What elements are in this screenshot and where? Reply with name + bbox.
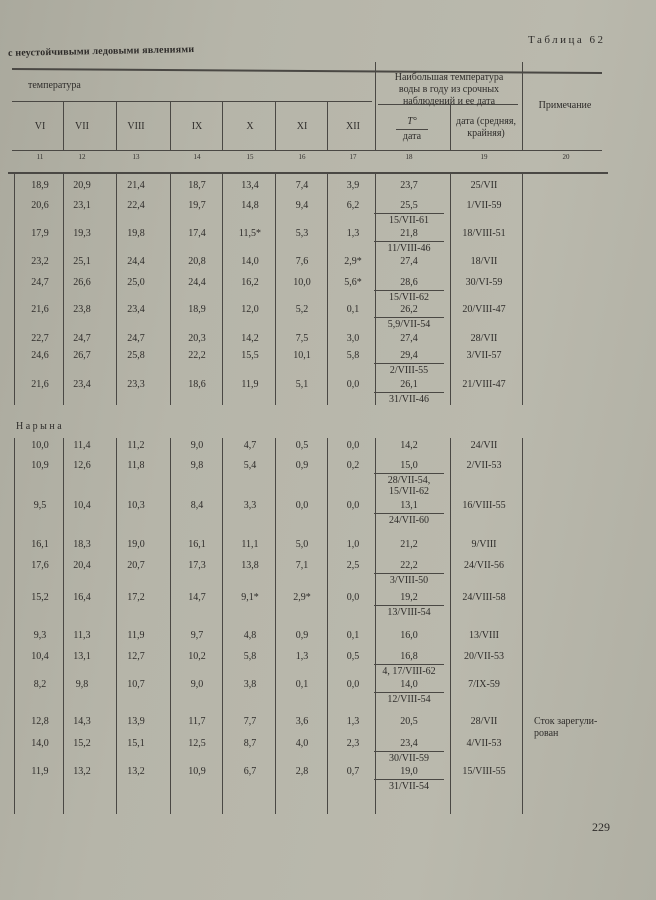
- cell-ix: 16,1: [188, 539, 206, 550]
- cell-viii: 10,3: [127, 500, 145, 511]
- cell-x: 13,8: [241, 560, 259, 571]
- cell-vi: 9,5: [33, 500, 47, 511]
- cell-vii: 26,7: [73, 350, 91, 361]
- cell-xi: 5,1: [295, 379, 309, 390]
- fraction-bar: [374, 513, 444, 514]
- cell-vi: 21,6: [31, 304, 49, 315]
- fraction-bar: [374, 573, 444, 574]
- max-temp-value: 19,0: [400, 766, 418, 777]
- cell-xii: 0,0: [346, 500, 360, 511]
- date-value: 18/VII: [470, 256, 498, 267]
- cell-vii: 18,3: [73, 539, 91, 550]
- cell-xi: 0,9: [295, 630, 309, 641]
- section-title: Нарына: [16, 421, 65, 432]
- max-temp-date: 13/VIII-54: [387, 607, 431, 618]
- cell-x: 15,5: [241, 350, 259, 361]
- cell-vi: 10,0: [31, 440, 49, 451]
- cell-ix: 12,5: [188, 738, 206, 749]
- cell-viii: 12,7: [127, 651, 145, 662]
- cell-viii: 23,3: [127, 379, 145, 390]
- max-temp-date: 24/VII-60: [389, 515, 429, 526]
- cell-xi: 10,0: [293, 277, 311, 288]
- cell-vi: 17,9: [31, 228, 49, 239]
- max-temp-date: 15/VII-61: [389, 215, 429, 226]
- max-temp-date: 30/VII-59: [389, 753, 429, 764]
- cell-viii: 22,4: [127, 200, 145, 211]
- max-temp-value: 26,2: [400, 304, 418, 315]
- max-temp-date: 2/VIII-55: [389, 365, 429, 376]
- max-temp-value: 14,0: [400, 679, 418, 690]
- max-temp-value: 23,7: [400, 180, 418, 191]
- fraction-bar: [374, 241, 444, 242]
- t-date-header: [384, 116, 440, 143]
- month-header-ix: IX: [191, 121, 203, 132]
- max-temp-date: 15/VII-62: [389, 292, 429, 303]
- max-temp-value: 21,2: [400, 539, 418, 550]
- cell-xii: 6,2: [346, 200, 360, 211]
- column-number: 11: [36, 153, 44, 161]
- cell-viii: 17,2: [127, 592, 145, 603]
- cell-xii: 2,5: [346, 560, 360, 571]
- date-header-line: дата (средняя,: [456, 116, 516, 127]
- column-number: 19: [480, 153, 488, 161]
- max-temp-value: 16,8: [400, 651, 418, 662]
- cell-xii: 0,1: [346, 630, 360, 641]
- cell-ix: 8,4: [190, 500, 204, 511]
- column-number: 16: [298, 153, 306, 161]
- cell-viii: 10,7: [127, 679, 145, 690]
- date-value: 28/VII: [470, 716, 498, 727]
- column-rule: [522, 438, 523, 814]
- cell-xi: 4,0: [295, 738, 309, 749]
- cell-viii: 21,4: [127, 180, 145, 191]
- cell-ix: 9,0: [190, 440, 204, 451]
- cell-vi: 20,6: [31, 200, 49, 211]
- max-temp-value: 26,1: [400, 379, 418, 390]
- month-header-vi: VI: [34, 121, 46, 132]
- cell-x: 4,7: [243, 440, 257, 451]
- date-value: 20/VII-53: [464, 651, 504, 662]
- cell-ix: 17,4: [188, 228, 206, 239]
- cell-x: 11,9: [241, 379, 259, 390]
- cell-x: 4,8: [243, 630, 257, 641]
- max-temp-header-line: воды в году из срочных: [398, 84, 500, 95]
- cell-vi: 17,6: [31, 560, 49, 571]
- cell-vi: 14,0: [31, 738, 49, 749]
- cell-vii: 20,4: [73, 560, 91, 571]
- cell-x: 5,8: [243, 651, 257, 662]
- cell-xii: 0,5: [346, 651, 360, 662]
- max-temp-date: 11/VIII-46: [387, 243, 431, 254]
- cell-vii: 25,1: [73, 256, 91, 267]
- month-header-x: X: [246, 121, 254, 132]
- max-temp-date: 28/VII-54, 15/VII-62: [387, 475, 431, 497]
- max-temp-value: 29,4: [400, 350, 418, 361]
- column-rule: [450, 438, 451, 814]
- max-temp-value: 23,4: [400, 738, 418, 749]
- cell-ix: 19,7: [188, 200, 206, 211]
- max-temp-value: 15,0: [400, 460, 418, 471]
- cell-x: 6,7: [243, 766, 257, 777]
- max-temp-date: 12/VIII-54: [387, 694, 431, 705]
- cell-ix: 9,8: [190, 460, 204, 471]
- cell-viii: 13,2: [127, 766, 145, 777]
- cell-xii: 0,0: [346, 592, 360, 603]
- cell-vii: 23,1: [73, 200, 91, 211]
- note-value: Сток зарегули-рован: [534, 716, 598, 739]
- column-rule: [116, 438, 117, 814]
- month-header-viii: VIII: [127, 121, 145, 132]
- cell-xi: 0,9: [295, 460, 309, 471]
- max-temp-value: 19,2: [400, 592, 418, 603]
- cell-vi: 21,6: [31, 379, 49, 390]
- cell-xii: 0,1: [346, 304, 360, 315]
- cell-vii: 9,8: [75, 679, 89, 690]
- cell-vi: 10,4: [31, 651, 49, 662]
- cell-xi: 0,1: [295, 679, 309, 690]
- fraction-bar: [374, 363, 444, 364]
- cell-viii: 11,2: [127, 440, 145, 451]
- cell-ix: 9,0: [190, 679, 204, 690]
- cell-vi: 15,2: [31, 592, 49, 603]
- cell-viii: 24,4: [127, 256, 145, 267]
- cell-ix: 22,2: [188, 350, 206, 361]
- max-temp-date: 31/VII-46: [389, 394, 429, 405]
- cell-ix: 20,3: [188, 333, 206, 344]
- fraction-bar: [374, 605, 444, 606]
- date-value: 3/VII-57: [466, 350, 502, 361]
- cell-x: 14,8: [241, 200, 259, 211]
- cell-xi: 2,8: [295, 766, 309, 777]
- cell-x: 14,2: [241, 333, 259, 344]
- date-value: 7/IX-59: [468, 679, 500, 690]
- cell-viii: 20,7: [127, 560, 145, 571]
- date-value: 30/VI-59: [465, 277, 503, 288]
- cell-xi: 9,4: [295, 200, 309, 211]
- date-value: 16/VIII-55: [462, 500, 506, 511]
- max-temp-date: 5,9/VII-54: [387, 319, 431, 330]
- cell-viii: 24,7: [127, 333, 145, 344]
- column-rule: [275, 438, 276, 814]
- date-value: 21/VIII-47: [462, 379, 506, 390]
- cell-xii: 0,0: [346, 379, 360, 390]
- max-temp-value: 14,2: [400, 440, 418, 451]
- date-value: 9/VIII: [471, 539, 497, 550]
- cell-xi: 7,5: [295, 333, 309, 344]
- cell-ix: 14,7: [188, 592, 206, 603]
- date-value: 28/VII: [470, 333, 498, 344]
- fraction-bar: [374, 692, 444, 693]
- cell-vi: 11,9: [31, 766, 49, 777]
- cell-ix: 18,7: [188, 180, 206, 191]
- date-value: 24/VII: [470, 440, 498, 451]
- cell-xii: 1,0: [346, 539, 360, 550]
- cell-viii: 11,8: [127, 460, 145, 471]
- cell-x: 12,0: [241, 304, 259, 315]
- cell-viii: 23,4: [127, 304, 145, 315]
- cell-ix: 20,8: [188, 256, 206, 267]
- cell-vii: 13,2: [73, 766, 91, 777]
- column-rule: [522, 173, 523, 405]
- date-value: 25/VII: [470, 180, 498, 191]
- column-number: 15: [246, 153, 254, 161]
- cell-vi: 18,9: [31, 180, 49, 191]
- cell-vi: 22,7: [31, 333, 49, 344]
- header-column-rule: [375, 62, 376, 150]
- date-value: 24/VIII-58: [462, 592, 506, 603]
- fraction-bar: [374, 392, 444, 393]
- cell-vi: 24,7: [31, 277, 49, 288]
- cell-x: 11,1: [241, 539, 259, 550]
- header-thick-rule: [8, 172, 608, 174]
- cell-x: 13,4: [241, 180, 259, 191]
- column-number: 13: [132, 153, 140, 161]
- cell-ix: 18,9: [188, 304, 206, 315]
- cell-vii: 23,4: [73, 379, 91, 390]
- column-rule: [63, 438, 64, 814]
- cell-viii: 13,9: [127, 716, 145, 727]
- cell-ix: 9,7: [190, 630, 204, 641]
- max-temp-header-line: Наибольшая температура: [394, 72, 504, 83]
- table-caption: с неустойчивыми ледовыми явлениями: [7, 44, 195, 59]
- cell-viii: 25,0: [127, 277, 145, 288]
- max-temp-value: 20,5: [400, 716, 418, 727]
- cell-xii: 0,7: [346, 766, 360, 777]
- fraction-bar: [374, 664, 444, 665]
- cell-xi: 2,9*: [293, 592, 311, 603]
- date-header-line: крайняя): [467, 128, 505, 139]
- cell-xii: 1,3: [346, 716, 360, 727]
- cell-viii: 19,8: [127, 228, 145, 239]
- cell-xi: 5,3: [295, 228, 309, 239]
- cell-x: 3,3: [243, 500, 257, 511]
- date-value: 20/VIII-47: [462, 304, 506, 315]
- max-temp-date: 3/VIII-50: [389, 575, 429, 586]
- header-column-rule: [522, 62, 523, 150]
- column-rule: [327, 438, 328, 814]
- cell-vii: 12,6: [73, 460, 91, 471]
- cell-vi: 12,8: [31, 716, 49, 727]
- column-number: 14: [193, 153, 201, 161]
- max-temp-value: 27,4: [400, 333, 418, 344]
- max-temp-value: 27,4: [400, 256, 418, 267]
- cell-vii: 14,3: [73, 716, 91, 727]
- max-temp-value: 13,1: [400, 500, 418, 511]
- date-value: 4/VII-53: [466, 738, 502, 749]
- cell-xi: 0,0: [295, 500, 309, 511]
- cell-viii: 19,0: [127, 539, 145, 550]
- temperature-group-header: температура: [28, 80, 81, 91]
- date-value: 1/VII-59: [466, 200, 502, 211]
- column-number: 20: [562, 153, 570, 161]
- cell-vi: 8,2: [33, 679, 47, 690]
- note-header: Примечание: [538, 100, 592, 111]
- cell-xi: 3,6: [295, 716, 309, 727]
- cell-vi: 16,1: [31, 539, 49, 550]
- cell-ix: 18,6: [188, 379, 206, 390]
- cell-xii: 3,0: [346, 333, 360, 344]
- cell-vii: 24,7: [73, 333, 91, 344]
- cell-vii: 23,8: [73, 304, 91, 315]
- max-temp-date: 31/VII-54: [389, 781, 429, 792]
- cell-xi: 5,0: [295, 539, 309, 550]
- cell-xi: 10,1: [293, 350, 311, 361]
- cell-ix: 11,7: [188, 716, 206, 727]
- cell-ix: 24,4: [188, 277, 206, 288]
- cell-ix: 10,9: [188, 766, 206, 777]
- cell-vii: 20,9: [73, 180, 91, 191]
- fraction-bar: [374, 290, 444, 291]
- cell-x: 5,4: [243, 460, 257, 471]
- month-header-vii: VII: [75, 121, 89, 132]
- cell-vii: 19,3: [73, 228, 91, 239]
- table-number: Таблица 62: [528, 34, 606, 46]
- cell-xii: 5,6*: [344, 277, 362, 288]
- max-temp-group-header: [378, 72, 520, 108]
- t-date-label: дата: [402, 131, 422, 142]
- fraction-bar: [374, 779, 444, 780]
- cell-xii: 2,3: [346, 738, 360, 749]
- column-number: 17: [349, 153, 357, 161]
- cell-x: 9,1*: [241, 592, 259, 603]
- column-rule: [14, 438, 15, 814]
- max-temp-value: 22,2: [400, 560, 418, 571]
- cell-x: 7,7: [243, 716, 257, 727]
- cell-vii: 26,6: [73, 277, 91, 288]
- cell-vii: 16,4: [73, 592, 91, 603]
- cell-xi: 7,4: [295, 180, 309, 191]
- cell-vii: 13,1: [73, 651, 91, 662]
- column-number: 18: [405, 153, 413, 161]
- date-value: 15/VIII-55: [462, 766, 506, 777]
- cell-vi: 23,2: [31, 256, 49, 267]
- cell-vi: 9,3: [33, 630, 47, 641]
- header-column-rule: [450, 104, 451, 150]
- cell-xii: 0,0: [346, 679, 360, 690]
- cell-x: 8,7: [243, 738, 257, 749]
- column-rule: [222, 438, 223, 814]
- date-value: 13/VIII: [469, 630, 499, 641]
- cell-xi: 1,3: [295, 651, 309, 662]
- fraction-bar: [374, 317, 444, 318]
- column-number: 12: [78, 153, 86, 161]
- cell-x: 3,8: [243, 679, 257, 690]
- cell-viii: 25,8: [127, 350, 145, 361]
- date-value: 24/VII-56: [464, 560, 504, 571]
- cell-xii: 0,2: [346, 460, 360, 471]
- cell-xii: 1,3: [346, 228, 360, 239]
- cell-xi: 5,2: [295, 304, 309, 315]
- cell-xii: 0,0: [346, 440, 360, 451]
- cell-xi: 7,1: [295, 560, 309, 571]
- page-number: 229: [592, 820, 610, 834]
- cell-x: 16,2: [241, 277, 259, 288]
- column-rule: [170, 438, 171, 814]
- cell-xii: 5,8: [346, 350, 360, 361]
- date-value: 2/VII-53: [466, 460, 502, 471]
- cell-xi: 0,5: [295, 440, 309, 451]
- temperature-group-rule: [12, 101, 372, 102]
- max-temp-value: 25,5: [400, 200, 418, 211]
- cell-vii: 11,3: [73, 630, 91, 641]
- cell-xii: 2,9*: [344, 256, 362, 267]
- cell-x: 11,5*: [238, 228, 262, 239]
- date-value: 18/VIII-51: [462, 228, 506, 239]
- cell-xii: 3,9: [346, 180, 360, 191]
- fraction-bar: [374, 473, 444, 474]
- cell-viii: 11,9: [127, 630, 145, 641]
- month-header-xii: XII: [346, 121, 360, 132]
- cell-vi: 24,6: [31, 350, 49, 361]
- t-label: T°: [407, 116, 417, 127]
- max-temp-date: 4, 17/VIII-62: [382, 666, 436, 677]
- cell-x: 14,0: [241, 256, 259, 267]
- header-bottom-rule: [12, 150, 602, 151]
- month-header-xi: XI: [296, 121, 308, 132]
- cell-viii: 15,1: [127, 738, 145, 749]
- max-temp-header-line: наблюдений и ее дата: [402, 96, 496, 107]
- cell-ix: 10,2: [188, 651, 206, 662]
- cell-vi: 10,9: [31, 460, 49, 471]
- cell-xi: 7,6: [295, 256, 309, 267]
- cell-ix: 17,3: [188, 560, 206, 571]
- fraction-bar: [374, 751, 444, 752]
- cell-vii: 15,2: [73, 738, 91, 749]
- max-temp-value: 28,6: [400, 277, 418, 288]
- max-temp-value: 16,0: [400, 630, 418, 641]
- max-temp-value: 21,8: [400, 228, 418, 239]
- cell-vii: 11,4: [73, 440, 91, 451]
- date-header: [448, 116, 524, 140]
- fraction-bar: [374, 213, 444, 214]
- cell-vii: 10,4: [73, 500, 91, 511]
